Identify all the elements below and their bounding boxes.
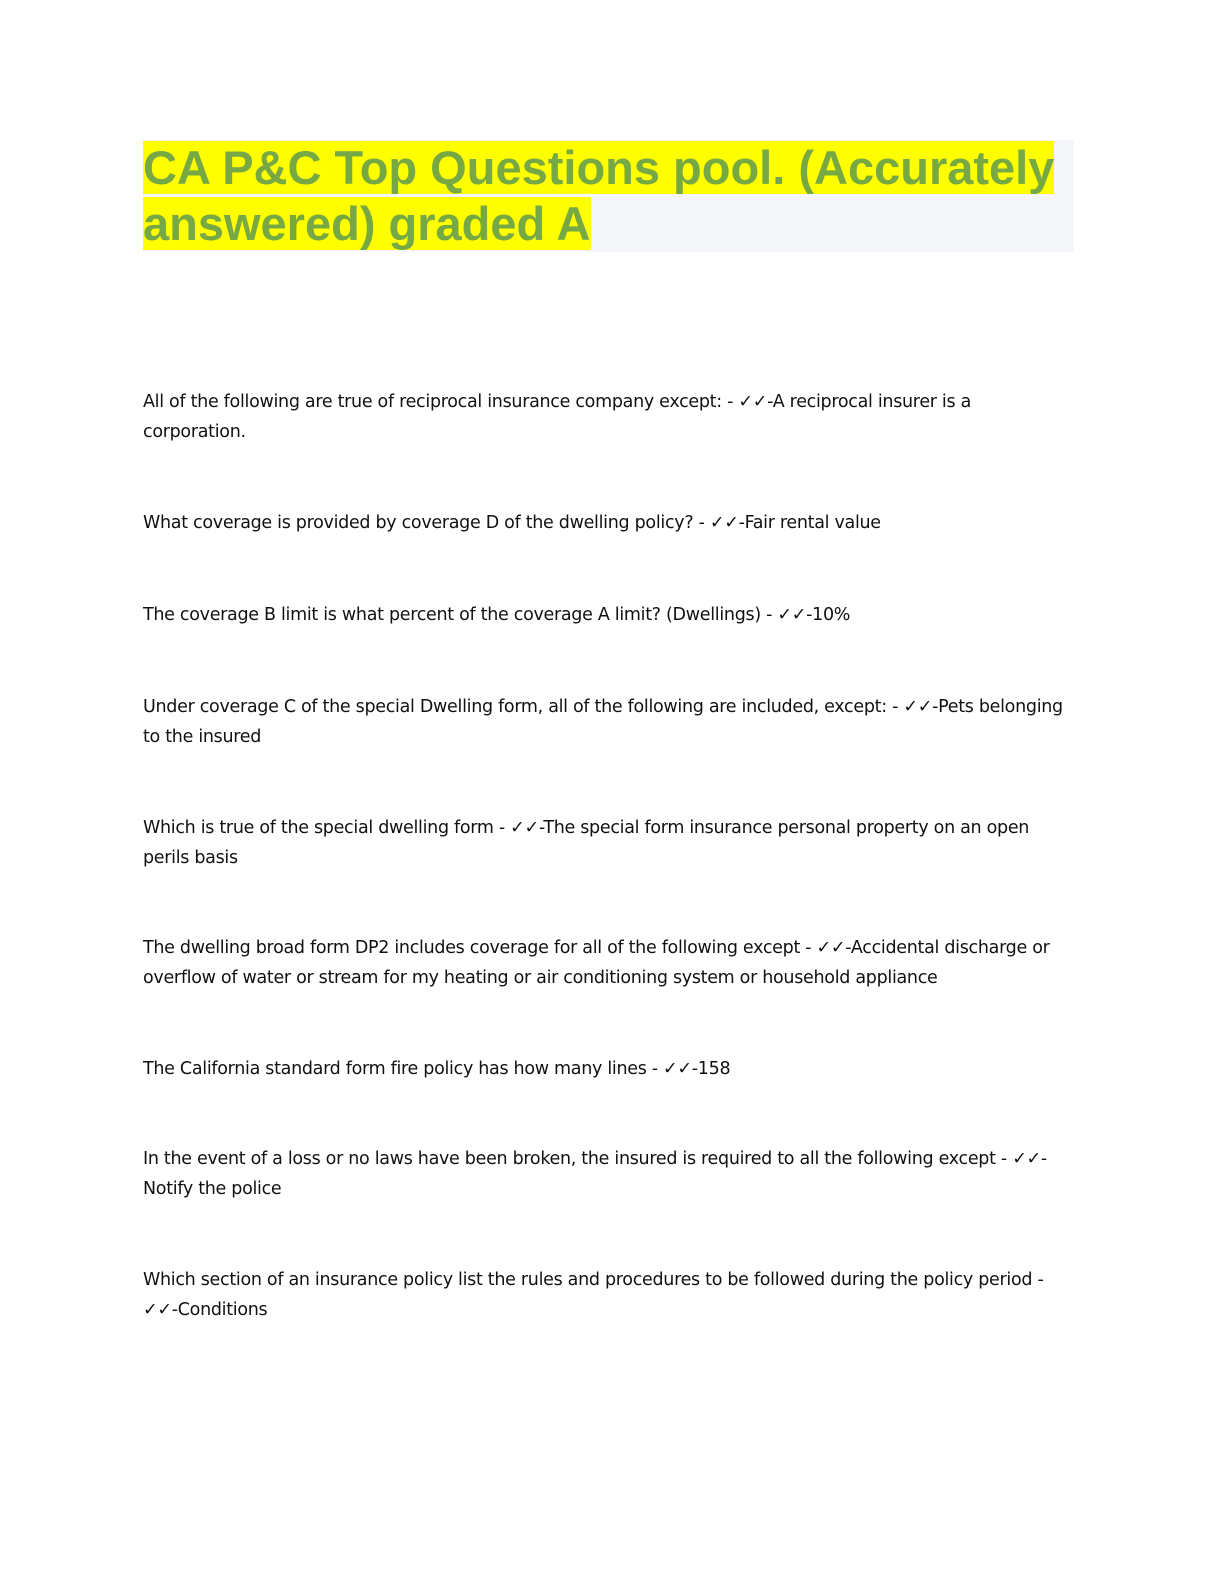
qa-item-6 (143, 933, 1078, 993)
check-separator: - ✓✓- (493, 818, 544, 838)
answer-text: 158 (697, 1059, 731, 1079)
title-block (143, 140, 1074, 252)
document-title (143, 140, 1074, 252)
question-text: The dwelling broad form DP2 includes coverage for all of the following except (143, 938, 800, 958)
answer-text: Notify the police (143, 1179, 282, 1199)
question-text: Which section of an insurance policy list the rules and procedures to be followed during the policy period (143, 1270, 1033, 1290)
answer-text: A reciprocal insurer is a corporation. (143, 392, 972, 442)
check-separator: - ✓✓- (721, 392, 773, 412)
qa-item-4 (143, 692, 1078, 752)
qa-item-1 (143, 387, 1078, 447)
question-text: Which is true of the special dwelling form (143, 818, 494, 838)
question-text: The coverage B limit is what percent of the coverage A limit? (Dwellings) (143, 605, 761, 625)
check-separator: - ✓✓- (800, 938, 851, 958)
qa-item-8 (143, 1144, 1078, 1204)
title-highlight: CA P&C Top Questions pool. (Accurately answered) graded A (143, 141, 1055, 250)
qa-item-9 (143, 1265, 1078, 1325)
question-text: All of the following are true of reciprocal insurance company except: (143, 392, 722, 412)
check-separator: - ✓✓- (886, 697, 939, 717)
question-text: Under coverage C of the special Dwelling form, all of the following are included, except: (143, 697, 887, 717)
qa-item-3 (143, 600, 1078, 630)
question-text: The California standard form fire policy has how many lines (143, 1059, 647, 1079)
check-separator: - ✓✓- (693, 513, 745, 533)
check-separator: - ✓✓- (143, 1270, 1044, 1320)
check-separator: - ✓✓- (760, 605, 813, 625)
check-separator: - ✓✓- (646, 1059, 698, 1079)
answer-text: Accidental discharge or overflow of water or stream for my heating or air conditioning system or household appliance (143, 938, 1050, 988)
answer-text: Pets belonging to the insured (143, 697, 1063, 747)
answer-text: 10% (812, 605, 851, 625)
check-separator: - ✓✓- (995, 1149, 1047, 1169)
qa-item-7 (143, 1054, 1078, 1084)
question-text: What coverage is provided by coverage D of the dwelling policy? (143, 513, 694, 533)
answer-text: The special form insurance personal property on an open perils basis (143, 818, 1030, 868)
question-text: In the event of a loss or no laws have been broken, the insured is required to all the following except (143, 1149, 996, 1169)
qa-item-2 (143, 508, 1078, 538)
qa-item-5 (143, 813, 1078, 873)
answer-text: Fair rental value (744, 513, 881, 533)
answer-text: Conditions (177, 1300, 268, 1320)
